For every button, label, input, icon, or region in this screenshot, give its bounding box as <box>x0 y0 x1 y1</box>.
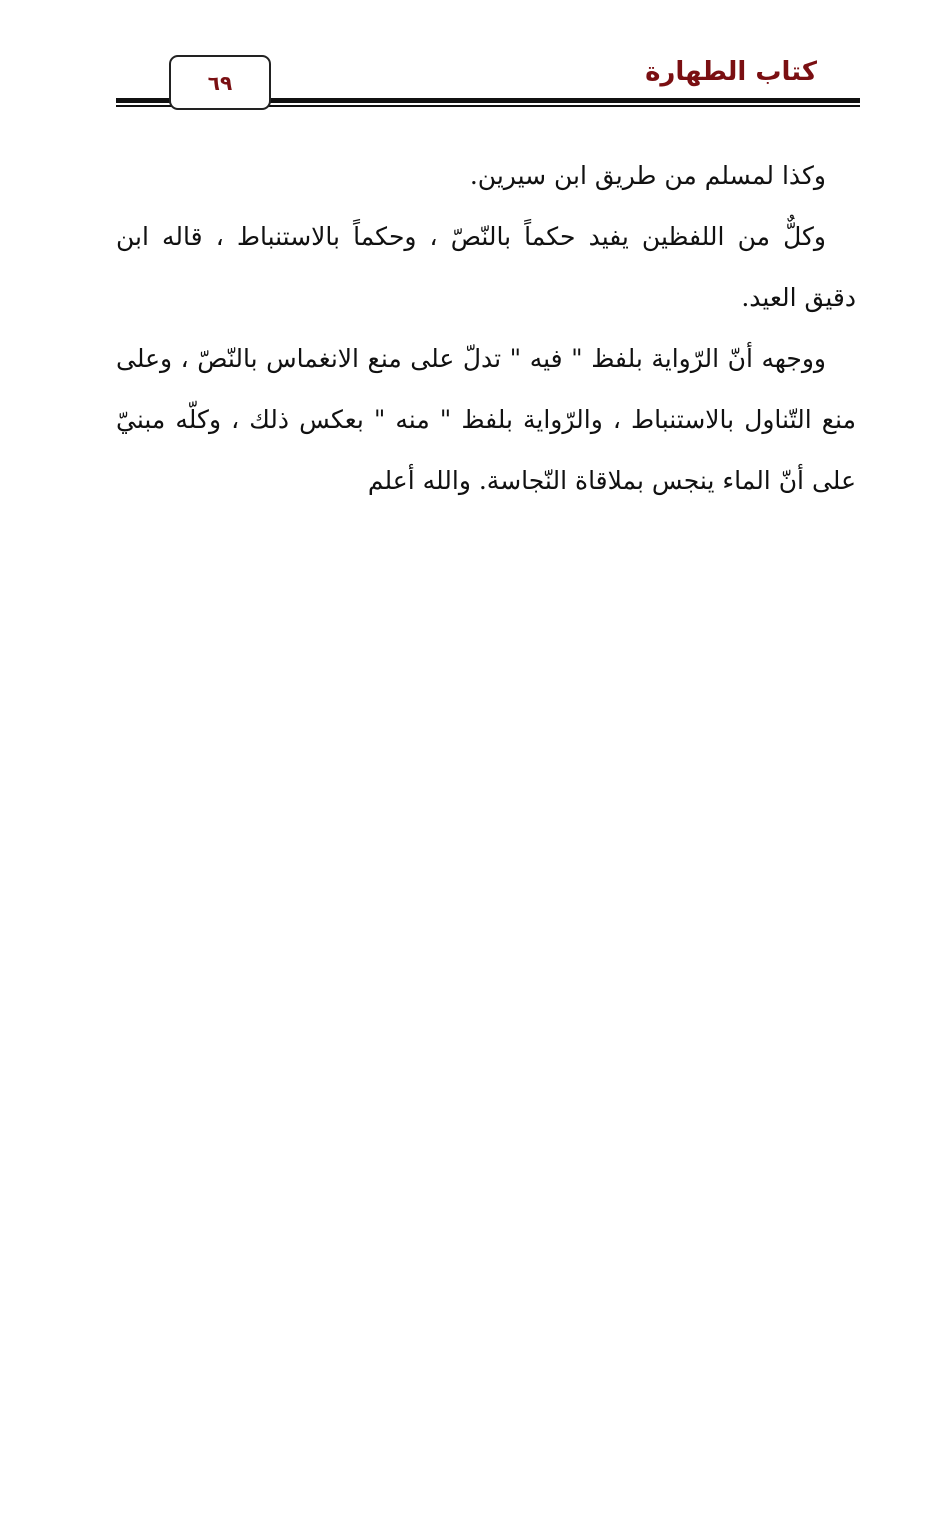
paragraph-3: ووجهه أنّ الرّواية بلفظ " فيه " تدلّ على منع الانغماس بالنّصّ ، وعلى منع التّناول بالاستنباط ، والرّواية بلفظ " منه " بعكس ذلك ، وكلّه مبنيّ على أنّ الماء ينجس بملاقاة النّجاسة. والله أعلم <box>116 344 856 495</box>
book-title: كتاب الطهارة <box>645 57 817 87</box>
page-number-box <box>169 55 271 110</box>
paragraph-2: وكلٌّ من اللفظين يفيد حكماً بالنّصّ ، وحكماً بالاستنباط ، قاله ابن دقيق العيد. <box>116 222 856 312</box>
paragraph-1: وكذا لمسلم من طريق ابن سيرين. <box>469 161 826 190</box>
page-number: ٦٩ <box>207 70 233 95</box>
page-body <box>116 145 856 511</box>
